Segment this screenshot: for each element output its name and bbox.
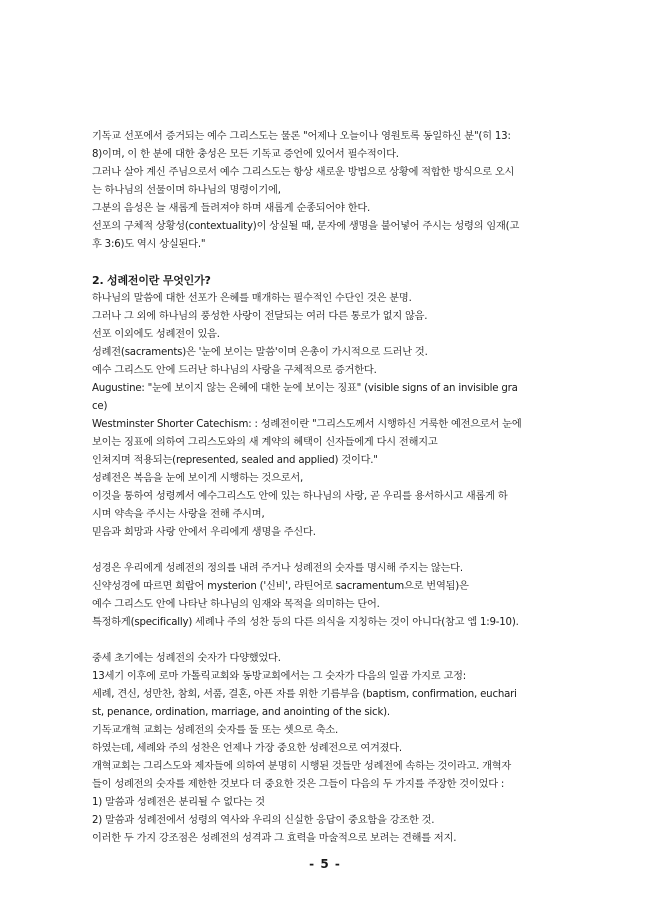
- text-line: 세례, 견신, 성만찬, 참회, 서품, 결혼, 아픈 자를 위한 기름부음 (baptism, confirmation, euchari: [92, 689, 517, 700]
- text-line: 선포 이외에도 성례전이 있음.: [92, 329, 220, 340]
- text-line: 13세기 이후에 로마 가톨릭교회와 동방교회에서는 그 숫자가 다음의 일곱 가지로 고정:: [92, 671, 466, 682]
- text-line: 1) 말씀과 성례전은 분리될 수 없다는 것: [92, 797, 265, 808]
- text-line: 성례전(sacraments)은 '눈에 보이는 말씀'이며 은총이 가시적으로 드러난 것.: [92, 347, 428, 358]
- text-line: 기독교개혁 교회는 성례전의 숫자를 둘 또는 셋으로 축소.: [92, 725, 339, 736]
- spacer: [92, 542, 562, 560]
- text-line: 그러나 그 외에 하나님의 풍성한 사랑이 전달되는 여러 다른 통로가 없지 않음.: [92, 311, 428, 322]
- text-line: Westminster Shorter Catechism: : 성례전이란 "그리스도께서 시행하신 거룩한 예전으로서 눈에: [92, 419, 522, 430]
- section-what-is-sacrament: [92, 272, 562, 542]
- text-line: 그러나 살아 계신 주님으로서 예수 그리스도는 항상 새로운 방법으로 상황에 적합한 방식으로 오시: [92, 167, 515, 178]
- text-line: 중세 초기에는 성례전의 숫자가 다양했었다.: [92, 653, 281, 664]
- paragraph-history-of-sacraments: [92, 650, 562, 848]
- text-line: 선포의 구체적 상황성(contextuality)이 상실될 때, 문자에 생명을 불어넣어 주시는 성령의 임재(고: [92, 221, 520, 232]
- text-line: 기독교 선포에서 증거되는 예수 그리스도는 물론 "어제나 오늘이나 영원토록 동일하신 분"(히 13:: [92, 131, 511, 142]
- paragraph-scripture-definition: [92, 560, 562, 632]
- text-line: st, penance, ordination, marriage, and anointing of the sick).: [92, 707, 390, 718]
- section-heading: 2. 성례전이란 무엇인가?: [92, 274, 211, 287]
- text-line: 후 3:6)도 역시 상실된다.": [92, 239, 206, 250]
- text-line: 들이 성례전의 숫자를 제한한 것보다 더 중요한 것은 그들이 다음의 두 가지를 주장한 것이었다 :: [92, 779, 505, 790]
- text-line: 하나님의 말씀에 대한 선포가 은혜를 매개하는 필수적인 수단인 것은 분명.: [92, 293, 412, 304]
- text-line: Augustine: "눈에 보이지 않는 은혜에 대한 눈에 보이는 징표" (visible signs of an invisible gra: [92, 383, 518, 394]
- text-line: 2) 말씀과 성례전에서 성령의 역사와 우리의 신실한 응답이 중요함을 강조한 것.: [92, 815, 435, 826]
- text-line: 그분의 음성은 늘 새롭게 들려져야 하며 새롭게 순종되어야 한다.: [92, 203, 371, 214]
- text-line: 특정하게(specifically) 세례나 주의 성찬 등의 다른 의식을 지칭하는 것이 아니다(참고 엡 1:9-10).: [92, 617, 519, 628]
- text-line: 예수 그리스도 안에 드러난 하나님의 사랑을 구체적으로 증거한다.: [92, 365, 377, 376]
- text-line: 는 하나님의 선물이며 하나님의 명령이기에,: [92, 185, 281, 196]
- text-line: 8)이며, 이 한 분에 대한 충성은 모든 기독교 증언에 있어서 필수적이다.: [92, 149, 399, 160]
- text-line: 성경은 우리에게 성례전의 정의를 내려 주거나 성례전의 숫자를 명시해 주지는 않는다.: [92, 563, 463, 574]
- text-line: 성례전은 복음을 눈에 보이게 시행하는 것으로서,: [92, 473, 304, 484]
- paragraph-preaching-context: [92, 128, 562, 254]
- text-line: 예수 그리스도 안에 나타난 하나님의 임재와 목적을 의미하는 단어.: [92, 599, 380, 610]
- text-line: 하였는데, 세례와 주의 성찬은 언제나 가장 중요한 성례전으로 여겨졌다.: [92, 743, 402, 754]
- text-line: 이것을 통하여 성령께서 예수그리스도 안에 있는 하나님의 사랑, 곧 우리를 용서하시고 새롭게 하: [92, 491, 508, 502]
- text-line: 개혁교회는 그리스도와 제자들에 의하여 분명히 시행된 것들만 성례전에 속하는 것이라고. 개혁자: [92, 761, 512, 772]
- page-number: - 5 -: [309, 857, 341, 871]
- text-line: 이러한 두 가지 강조점은 성례전의 성격과 그 효력을 마술적으로 보려는 견해를 저지.: [92, 833, 457, 844]
- spacer: [92, 254, 562, 272]
- text-line: 신약성경에 따르면 희랍어 mysterion ('신비', 라틴어로 sacramentum으로 번역됨)은: [92, 581, 469, 592]
- text-line: 믿음과 희망과 사랑 안에서 우리에게 생명을 주신다.: [92, 527, 316, 538]
- text-line: 인쳐지며 적용되는(represented, sealed and applied) 것이다.": [92, 455, 378, 466]
- text-line: ce): [92, 401, 108, 412]
- document-body: [92, 128, 562, 848]
- spacer: [92, 632, 562, 650]
- text-line: 보이는 징표에 의하여 그리스도와의 새 계약의 혜택이 신자들에게 다시 전해지고: [92, 437, 438, 448]
- text-line: 시며 약속을 주시는 사랑을 전해 주시며,: [92, 509, 265, 520]
